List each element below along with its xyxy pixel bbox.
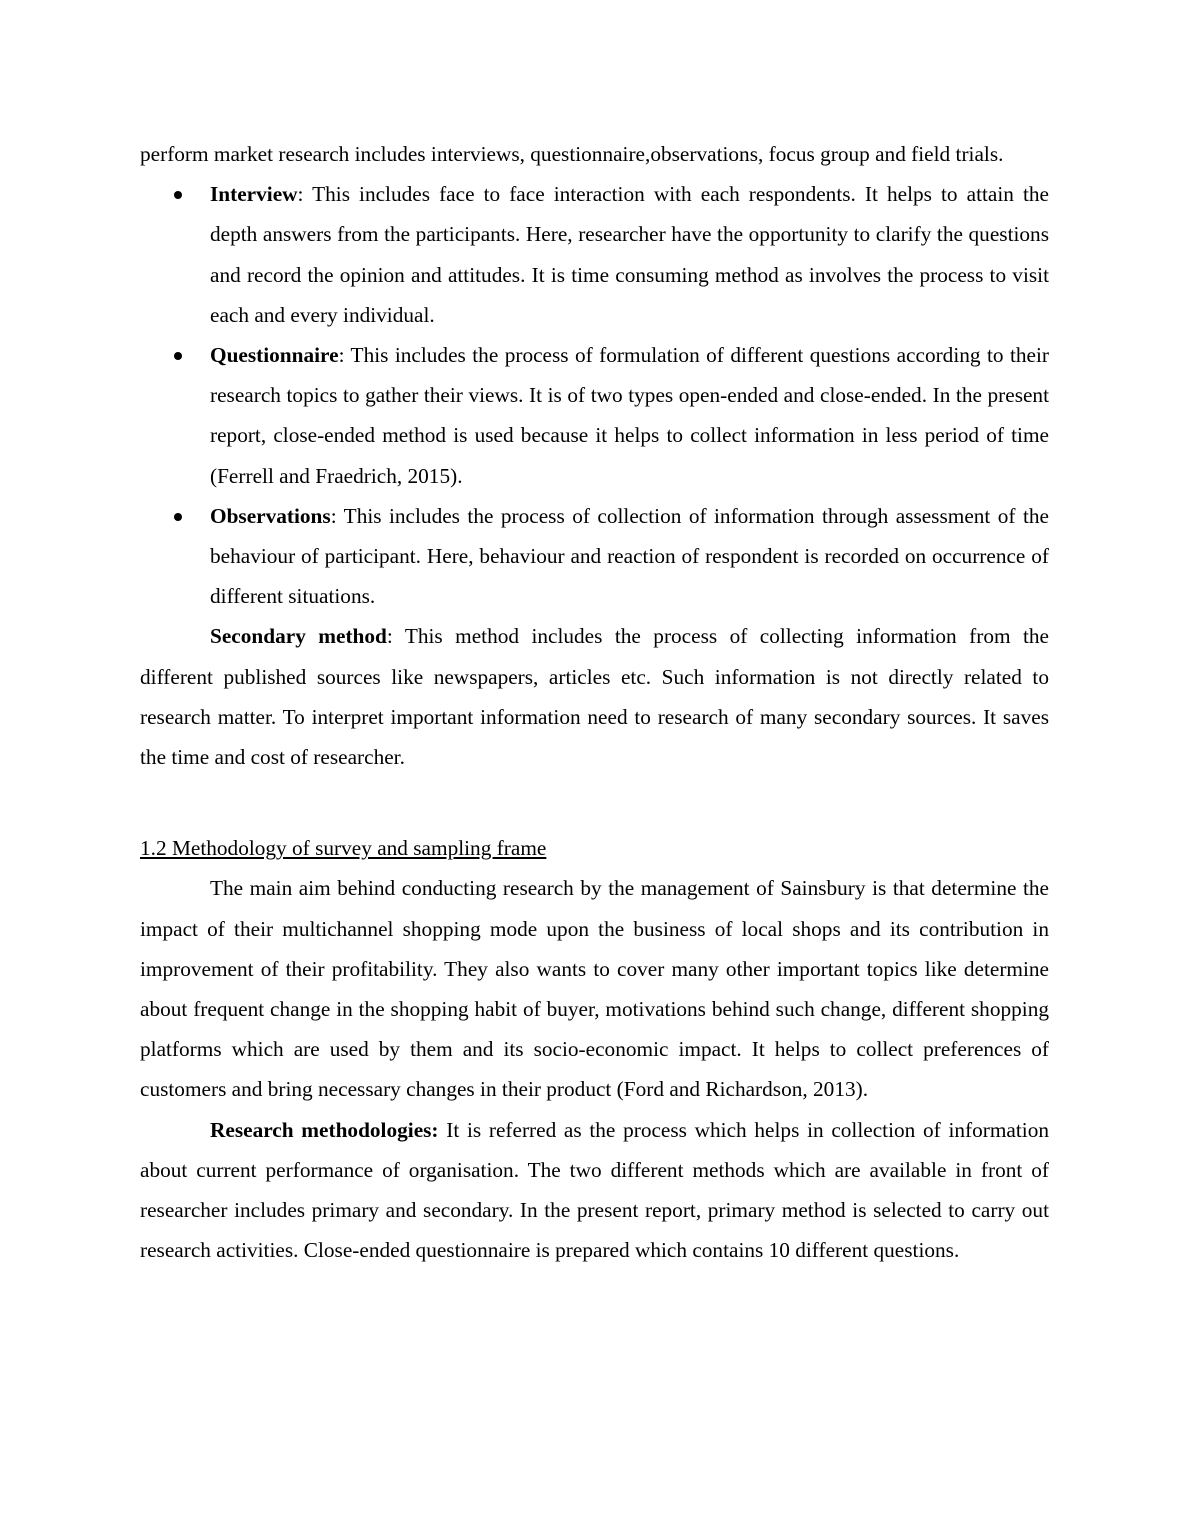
aim-paragraph: The main aim behind conducting research by the management of Sainsbury is that determine the impact of their multichannel shopping mode upon the business of local shops and its contribution in improvement of their profitability. They also wants to cover many other important topics like determine about frequent change in the shopping habit of buyer, motivations behind such change, different shopping platforms which are used by them and its socio-economic impact. It helps to collect preferences of customers and bring necessary changes in their product (Ford and Richardson, 2013). <box>140 876 1049 1102</box>
term: Observations <box>210 503 331 528</box>
term: Interview <box>210 182 298 207</box>
definition: : This method includes the process of collecting information from the different published sources like newspapers, articles etc. Such information is not directly related to research matter. To interpret important information need to research of many secondary sources. It saves the time and cost of researcher. <box>140 624 1049 770</box>
definition: : This includes the process of collection of information through assessment of the behaviour of participant. Here, behaviour and reaction of respondent is recorded on occurrence of different situations. <box>210 503 1049 609</box>
definition: : This includes face to face interaction with each respondents. It helps to attain the depth answers from the participants. Here, researcher have the opportunity to clarify the questions and record the opinion and attitudes. It is time consuming method as involves the process to visit each and every individual. <box>210 182 1049 327</box>
secondary-method-paragraph <box>140 616 1049 777</box>
list-item-questionnaire <box>140 335 1049 496</box>
methods-list <box>140 174 1049 616</box>
term: Questionnaire <box>210 343 339 368</box>
bullet-icon <box>174 352 182 360</box>
list-item-observations <box>140 496 1049 617</box>
bullet-icon <box>174 513 182 521</box>
term: Secondary method <box>210 624 387 649</box>
methodologies-paragraph <box>140 1110 1049 1271</box>
definition: It is referred as the process which helps in collection of information about current performance of organisation. The two different methods which are available in front of researcher includes primary and secondary. In the present report, primary method is selected to carry out research activities. Close-ended questionnaire is prepared which contains 10 different questions. <box>140 1117 1049 1263</box>
term: Research methodologies: <box>210 1117 439 1142</box>
intro-paragraph: perform market research includes interviews, questionnaire,observations, focus group and field trials. <box>140 142 1004 166</box>
definition: : This includes the process of formulation of different questions according to their research topics to gather their views. It is of two types open-ended and close-ended. In the present report, close-ended method is used because it helps to collect information in less period of time (Ferrell and Fraedrich, 2015). <box>210 343 1049 488</box>
bullet-icon <box>174 191 182 199</box>
list-item-interview <box>140 174 1049 335</box>
section-heading: 1.2 Methodology of survey and sampling frame <box>140 836 547 861</box>
document-page <box>140 134 1049 1270</box>
